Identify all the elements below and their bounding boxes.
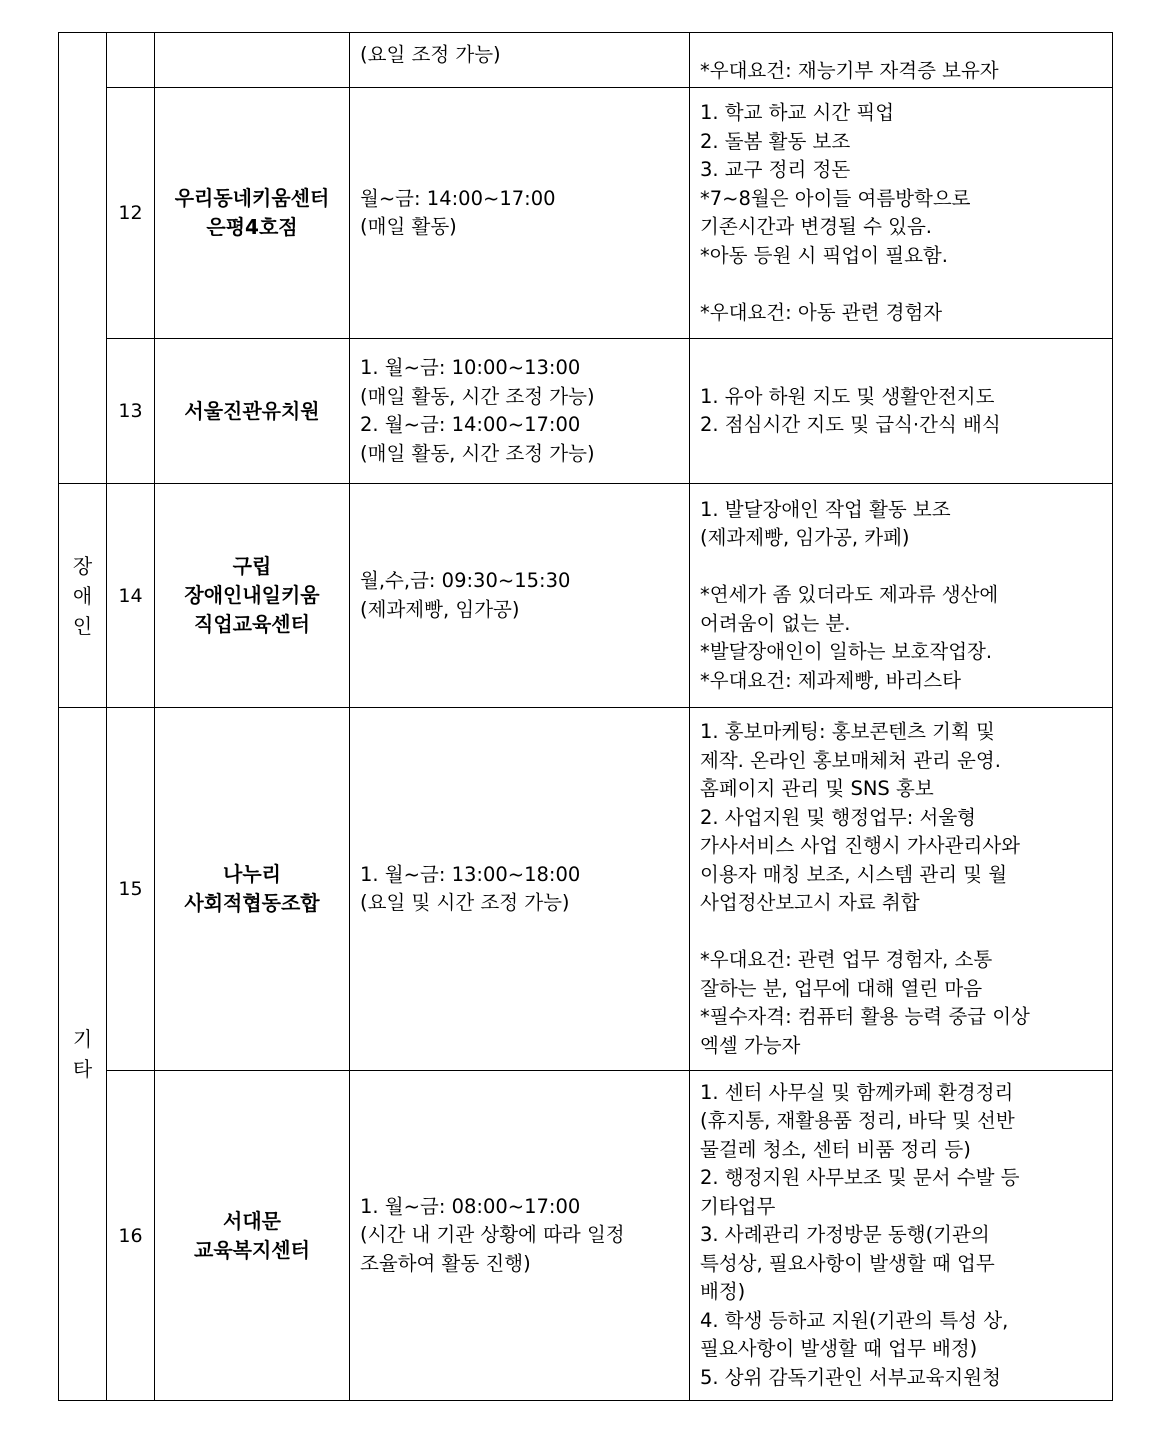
row-number: 15 bbox=[107, 708, 155, 1071]
organization-cell bbox=[155, 33, 350, 88]
category-label: 장 애 인 bbox=[72, 553, 93, 638]
description-line: 사업정산보고시 자료 취합 bbox=[700, 891, 920, 914]
category-cell bbox=[59, 708, 107, 1401]
time-cell bbox=[350, 339, 690, 484]
description-line: 2. 사업지원 및 행정업무: 서울형 bbox=[700, 805, 977, 829]
time-line: 조율하여 활동 진행) bbox=[360, 1251, 531, 1275]
time-cell bbox=[350, 88, 690, 339]
description-line: 어려움이 없는 분. bbox=[700, 611, 851, 635]
description-line: 1. 유아 하원 지도 및 생활안전지도 bbox=[700, 384, 995, 408]
description-spacer bbox=[700, 553, 1102, 582]
description-spacer bbox=[700, 270, 1102, 299]
organization-line: 나누리 bbox=[223, 862, 281, 886]
description-line: *우대요건: 아동 관련 경험자 bbox=[700, 300, 943, 324]
description-line: 이용자 매칭 보조, 시스템 관리 및 월 bbox=[700, 862, 1008, 886]
organization-line: 우리동네키움센터 bbox=[174, 186, 330, 210]
description-cell bbox=[690, 33, 1113, 88]
time-line: (매일 활동, 시간 조정 가능) bbox=[360, 384, 595, 408]
description-line: 2. 행정지원 사무보조 및 문서 수발 등 bbox=[700, 1166, 1020, 1190]
description-line: 1. 센터 사무실 및 함께카페 환경정리 bbox=[700, 1080, 1014, 1104]
time-line: (시간 내 기관 상황에 따라 일정 bbox=[360, 1223, 625, 1247]
program-table bbox=[58, 32, 1113, 1401]
description-line: 4. 학생 등하교 지원(기관의 특성 상, bbox=[700, 1308, 1009, 1332]
description-line: 1. 발달장애인 작업 활동 보조 bbox=[700, 497, 951, 521]
table-row bbox=[59, 339, 1113, 484]
description-line: 특성상, 필요사항이 발생할 때 업무 bbox=[700, 1251, 995, 1275]
organization-line: 장애인내일키움 bbox=[184, 583, 320, 607]
description-line: *필수자격: 컴퓨터 활용 능력 중급 이상 bbox=[700, 1005, 1030, 1028]
time-line: 1. 월~금: 13:00~18:00 bbox=[360, 862, 581, 886]
row-number: 16 bbox=[107, 1071, 155, 1401]
time-cell bbox=[350, 1071, 690, 1401]
description-line: 가사서비스 사업 진행시 가사관리사와 bbox=[700, 834, 1020, 857]
description-line: *우대요건: 재능기부 자격증 보유자 bbox=[700, 59, 999, 82]
time-line: 월~금: 14:00~17:00 bbox=[360, 186, 556, 210]
description-line: *연세가 좀 있더라도 제과류 생산에 bbox=[700, 583, 999, 607]
time-line: (매일 활동, 시간 조정 가능) bbox=[360, 441, 595, 465]
row-number: 13 bbox=[107, 339, 155, 484]
time-line: (요일 조정 가능) bbox=[360, 43, 501, 66]
description-line: 기존시간과 변경될 수 있음. bbox=[700, 215, 933, 238]
description-line: *아동 등원 시 픽업이 필요함. bbox=[700, 243, 948, 267]
description-cell bbox=[690, 88, 1113, 339]
table-row bbox=[59, 33, 1113, 88]
description-line: (제과제빵, 임가공, 카페) bbox=[700, 526, 910, 550]
time-line: (요일 및 시간 조정 가능) bbox=[360, 891, 570, 914]
organization-line: 교육복지센터 bbox=[194, 1237, 310, 1262]
table-row bbox=[59, 708, 1113, 1071]
organization-cell bbox=[155, 88, 350, 339]
description-line: 1. 학교 하교 시간 픽업 bbox=[700, 101, 895, 124]
table-row bbox=[59, 88, 1113, 339]
description-line: 엑셀 가능자 bbox=[700, 1033, 801, 1057]
time-line: 1. 월~금: 10:00~13:00 bbox=[360, 356, 581, 379]
description-cell bbox=[690, 1071, 1113, 1401]
organization-line: 직업교육센터 bbox=[194, 612, 310, 636]
description-line: 물걸레 청소, 센터 비품 정리 등) bbox=[700, 1137, 971, 1161]
row-number bbox=[107, 33, 155, 88]
category-cell-empty bbox=[59, 33, 107, 484]
time-line: 월,수,금: 09:30~15:30 bbox=[360, 569, 571, 592]
time-cell bbox=[350, 33, 690, 88]
description-line: *7~8월은 아이들 여름방학으로 bbox=[700, 186, 971, 210]
organization-cell bbox=[155, 1071, 350, 1401]
description-cell bbox=[690, 708, 1113, 1071]
organization-line: 구립 bbox=[232, 554, 272, 578]
description-line: 잘하는 분, 업무에 대해 열린 마음 bbox=[700, 976, 983, 1000]
description-line: 홈페이지 관리 및 SNS 홍보 bbox=[700, 777, 934, 800]
description-line: 2. 돌봄 활동 보조 bbox=[700, 129, 851, 153]
organization-line: 사회적협동조합 bbox=[184, 891, 320, 915]
organization-cell bbox=[155, 484, 350, 708]
organization-line: 서울진관유치원 bbox=[184, 398, 320, 423]
description-line: 제작. 온라인 홍보매체처 관리 운영. bbox=[700, 748, 1001, 772]
description-line: 필요사항이 발생할 때 업무 배정) bbox=[700, 1337, 978, 1361]
row-number: 12 bbox=[107, 88, 155, 339]
table-row bbox=[59, 1071, 1113, 1401]
time-line: 2. 월~금: 14:00~17:00 bbox=[360, 413, 581, 436]
organization-cell bbox=[155, 339, 350, 484]
description-line: 배정) bbox=[700, 1280, 746, 1304]
row-number: 14 bbox=[107, 484, 155, 708]
description-line: 3. 사례관리 가정방문 동행(기관의 bbox=[700, 1223, 990, 1247]
description-line: (휴지통, 재활용품 정리, 바닥 및 선반 bbox=[700, 1109, 1015, 1133]
time-line: (매일 활동) bbox=[360, 215, 457, 238]
organization-line: 은평4호점 bbox=[206, 215, 298, 239]
description-cell bbox=[690, 339, 1113, 484]
organization-line: 서대문 bbox=[223, 1208, 281, 1233]
time-line: (제과제빵, 임가공) bbox=[360, 597, 520, 621]
description-line: *발달장애인이 일하는 보호작업장. bbox=[700, 640, 993, 664]
time-line: 1. 월~금: 08:00~17:00 bbox=[360, 1194, 581, 1218]
description-line: 5. 상위 감독기관인 서부교육지원청 bbox=[700, 1365, 1001, 1389]
description-line: *우대요건: 제과제빵, 바리스타 bbox=[700, 668, 961, 692]
category-cell bbox=[59, 484, 107, 708]
table-row bbox=[59, 484, 1113, 708]
description-cell bbox=[690, 484, 1113, 708]
description-spacer bbox=[700, 918, 1102, 947]
time-cell bbox=[350, 484, 690, 708]
description-line: 3. 교구 정리 정돈 bbox=[700, 158, 851, 181]
time-cell bbox=[350, 708, 690, 1071]
description-line: 1. 홍보마케팅: 홍보콘텐츠 기획 및 bbox=[700, 720, 995, 743]
description-line: 2. 점심시간 지도 및 급식·간식 배식 bbox=[700, 413, 1001, 436]
description-line: 기타업무 bbox=[700, 1194, 776, 1218]
description-line: *우대요건: 관련 업무 경험자, 소통 bbox=[700, 948, 993, 971]
category-label: 기 타 bbox=[72, 1027, 93, 1081]
organization-cell bbox=[155, 708, 350, 1071]
